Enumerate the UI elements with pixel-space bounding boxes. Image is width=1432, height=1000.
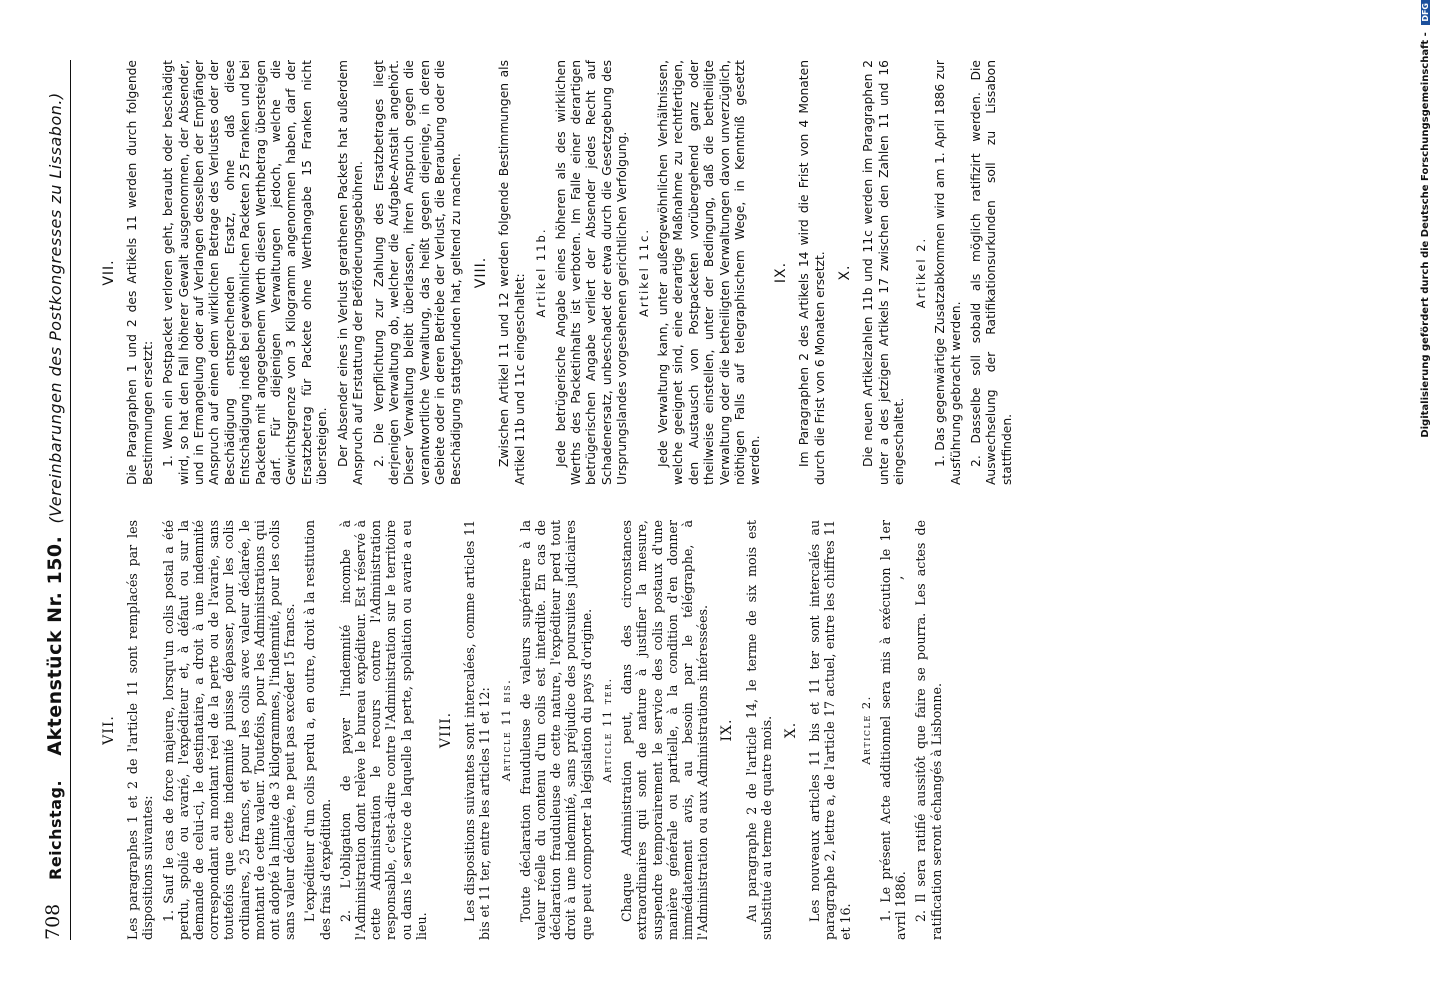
paragraph: Der Absender eines in Verlust gerathenen Packets hat außerdem Anspruch auf Erstattung der Beförderungsgebühren. [335, 60, 366, 485]
paragraph: Zwischen Artikel 11 und 12 werden folgende Bestimmungen als Artikel 11b und 11c eingeschaltet: [497, 60, 527, 485]
section-heading: VII. [101, 259, 117, 286]
article-heading: Artikel 11c. [636, 227, 651, 318]
document-title: (Vereinbarungen des Postkongresses zu Lissabon.) [46, 92, 65, 524]
paragraph: Toute déclaration frauduleuse de valeurs supérieure à la valeur réelle du contenu d'un colis est interdite. En cas de déclaration frauduleuse de cette nature, l'expéditeur perd tout droit à une indemnité, sans préjudice des poursuites judiciaires que peut comporter la législation du pays d'origine. [517, 520, 594, 940]
paragraph: 2. L'obligation de payer l'indemnité incombe à l'Administration dont relève le bureau expéditeur. Est réservé à cette Administration le recours contre l'Administration responsable, c'est-à-dire contre l'Administration sur le territoire ou dans le service de laquelle la perte, spoliation ou avarie a eu lieu. [337, 520, 429, 940]
paragraph: 1. Das gegenwärtige Zusatzabkommen wird am 1. April 1886 zur Ausführung gebracht werden. [933, 60, 963, 485]
german-column [92, 60, 1020, 485]
paragraph: Im Paragraphen 2 des Artikels 14 wird die Frist von 4 Monaten durch die Frist von 6 Monaten ersetzt. [797, 60, 827, 485]
article-heading: Article 11 bis. [498, 678, 513, 782]
paragraph: Au paragraphe 2 de l'article 14, le terme de six mois est substitué au terme de quatre mois. [743, 520, 774, 940]
section-heading: VIII. [438, 711, 455, 749]
digitization-credit [1420, 0, 1432, 620]
section-heading: X. [837, 264, 854, 281]
dfg-logo: DFG [1421, 0, 1430, 25]
article-heading: Artikel 2. [913, 236, 928, 309]
section-heading: VII. [101, 715, 117, 745]
attachment-number: Aktenstück Nr. 150. [44, 535, 66, 756]
paragraph: Les nouveaux articles 11 bis et 11 ter sont intercalés au paragraphe 2, lettre a, de l'article 17 actuel, entre les chiffres 11 et 16. [807, 520, 853, 940]
paragraph: Die neuen Artikelzahlen 11b und 11c werden im Paragraphen 2 unter a des jetzigen Artikels 17 zwischen den Zahlen 11 und 16 eingeschaltet. [861, 60, 907, 485]
margin-mark: , [890, 575, 906, 580]
paragraph: Les dispositions suivantes sont intercalées, comme articles 11 bis et 11 ter, entre les articles 11 et 12: [462, 520, 493, 940]
french-column [92, 520, 949, 940]
credit-text: Digitalisierung gefördert durch die Deutsche Forschungsgemeinschaft - [1420, 32, 1431, 438]
paragraph: Chaque Administration peut, dans des circonstances extraordinaires qui sont de nature à justifier la mesure, suspendre temporairement le service des colis postaux d'une manière générale ou partielle, à la condition d'en donner immédiatement avis, au besoin par le télégraphe, à l'Administration ou aux Administrations intéressées. [619, 520, 711, 940]
paragraph: 2. Il sera ratifié aussitôt que faire se pourra. Les actes de ratification seront échangés à Lisbonne. [913, 520, 944, 940]
paragraph: 1. Le présent Acte additionnel sera mis à exécution le 1er avril 1886. [877, 520, 909, 940]
paragraph: 1. Sauf le cas de force majeure, lorsqu'un colis postal a été perdu, spolié ou avarié, l'expéditeur et, à défaut ou sur la demande de celui-ci, le destinataire, a droit à une indemnité correspondant au montant réel de la perte ou de l'avarie, sans toutefois que cette indemnité puisse dépasser, pour les colis ordinaires, 25 francs, et pour les colis avec valeur déclarée, le montant de cette valeur. Toutefois, pour les Administrations qui ont adopté la limite de 3 kilogrammes, l'indemnité, pour les colis sans valeur déclarée, ne peut pas excéder 15 francs. [160, 520, 298, 940]
paragraph: Les paragraphes 1 et 2 de l'article 11 sont remplacés par les dispositions suivantes: [125, 520, 156, 940]
paragraph: Jede Verwaltung kann, unter außergewöhnlichen Verhältnissen, welche geeignet sind, eine derartige Maßnahme zu rechtfertigen, den Austausch von Postpacketen vorübergehend ganz oder theilweise einstellen, unter der Bedingung, daß die betheiligte Verwaltung oder die betheiligten Verwaltungen davon unverzüglich, nöthigen Falls auf telegraphischem Wege, in Kenntniß gesetzt werden. [656, 60, 763, 485]
article-heading: Artikel 11b. [534, 227, 549, 318]
paragraph: 2. Die Verpflichtung zur Zahlung des Ersatzbetrages liegt derjenigen Verwaltung ob, welcher die Aufgabe-Anstalt angehört. Dieser Verwaltung bleibt überlassen, ihren Anspruch gegen die verantwortliche Verwaltung, das heißt gegen diejenige, in deren Gebiete oder in deren Betriebe der Verlust, die Beraubung oder die Beschädigung stattgefunden hat, geltend zu machen. [371, 60, 463, 485]
paragraph: 1. Wenn ein Postpacket verloren geht, beraubt oder beschädigt wird, so hat den Fall höherer Gewalt ausgenommen, der Absender, und in Ermangelung oder auf Verlangen desselben der Empfänger Anspruch auf einen dem wirklichen Betrage des Verlustes oder der Beschädigung entsprechenden Ersatz, ohne daß diese Entschädigung indeß bei gewöhnlichen Packeten 25 Franken und bei Packeten mit angegebenem Werth diesen Werthbetrag übersteigen darf. Für diejenigen Verwaltungen jedoch, welche die Gewichtsgrenze von 3 Kilogramm angenommen haben, darf der Ersatzbetrag für Packete ohne Werthangabe 15 Franken nicht übersteigen. [161, 60, 330, 485]
section-heading: VIII. [472, 256, 489, 289]
article-heading: Article 11 ter. [599, 677, 614, 783]
section-heading: X. [782, 721, 799, 739]
paragraph: L'expéditeur d'un colis perdu a, en outre, droit à la restitution des frais d'expédition. [302, 520, 333, 940]
article-heading: Article 2. [858, 695, 873, 765]
running-head [44, 92, 66, 880]
page-number: 708 [42, 903, 64, 940]
parliament-label: Reichstag. [46, 779, 65, 880]
paragraph: 2. Dasselbe soll sobald als möglich ratifizirt werden. Die Auswechselung der Ratifikationsurkunden soll zu Lissabon stattfinden. [968, 60, 1014, 485]
section-heading: IX. [772, 261, 789, 284]
paragraph: Jede betrügerische Angabe eines höheren als des wirklichen Werths des Packetinhalts ist verboten. Im Falle einer derartigen betrügerischen Angabe verliert der Absender jedes Recht auf Schadenersatz, unbeschadet der etwa durch die Gesetzgebung des Ursprungslandes vorgesehenen gerichtlichen Verfolgung. [553, 60, 630, 485]
paragraph: Die Paragraphen 1 und 2 des Artikels 11 werden durch folgende Bestimmungen ersetzt: [125, 60, 155, 485]
page-header [40, 60, 71, 940]
section-heading: IX. [719, 718, 736, 742]
